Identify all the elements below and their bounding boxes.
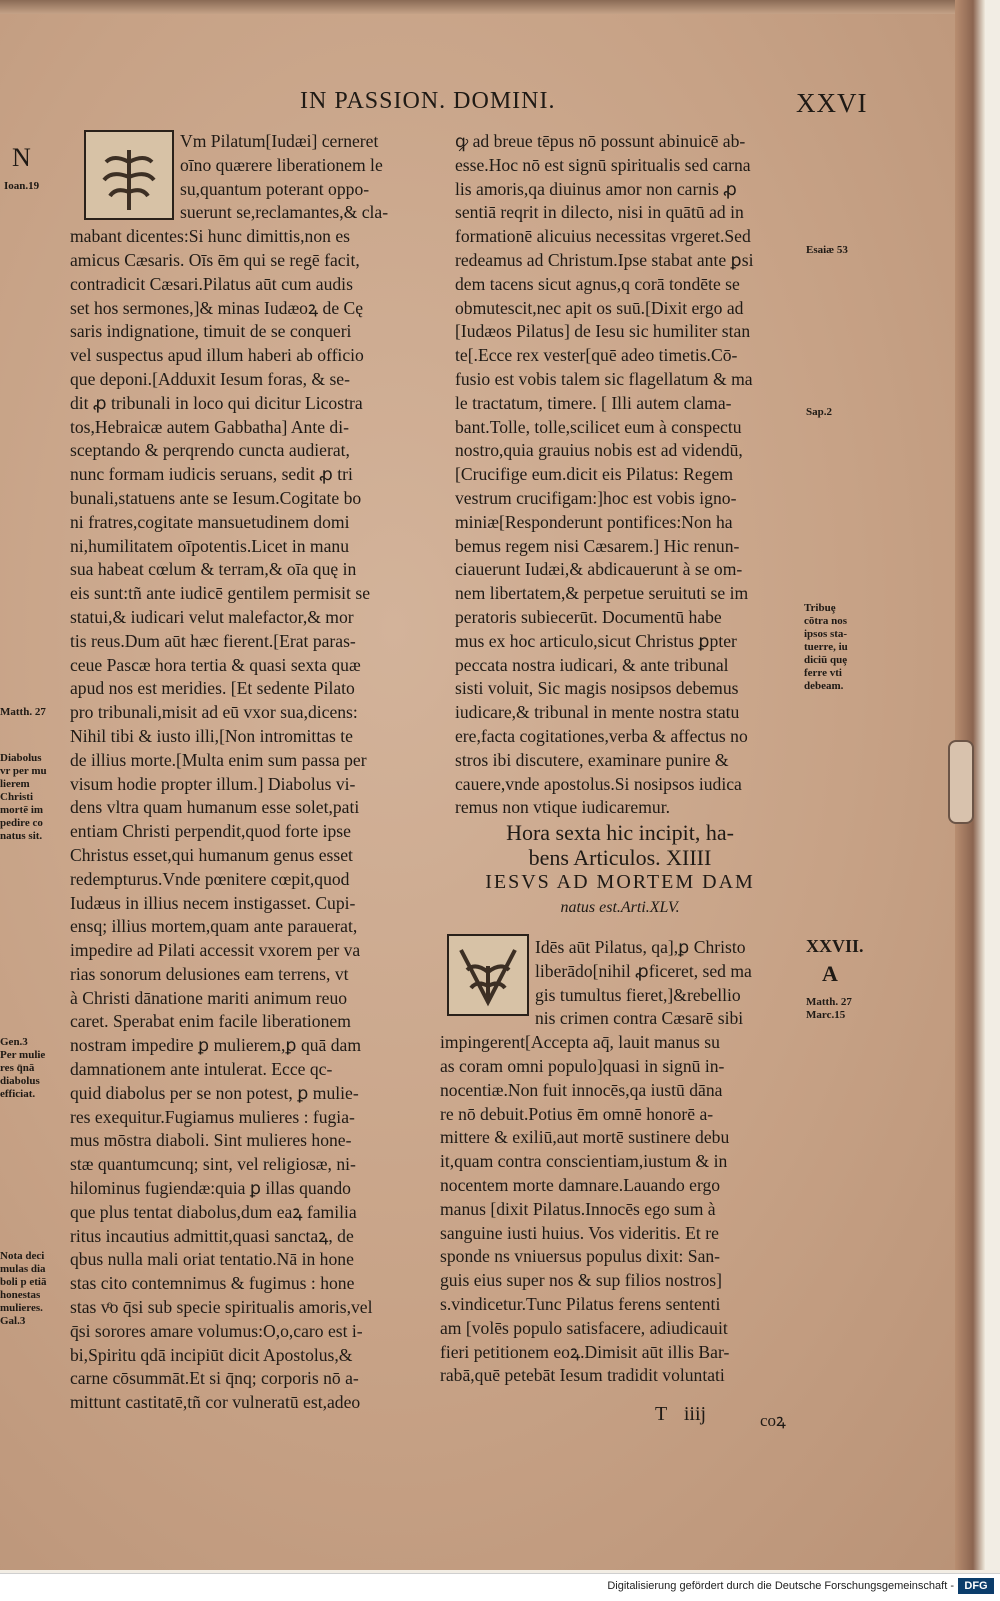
text-line: stas vͦo q̄si sub specie spiritualis amoris,vel bbox=[70, 1297, 373, 1318]
text-line: à Christi dānatione mariti animum reuo bbox=[70, 987, 348, 1008]
margin-note-line: Matth. 27 bbox=[806, 996, 852, 1008]
section-heading-line: natus est.Arti.XLV. bbox=[560, 899, 680, 916]
margin-note-nota bbox=[0, 1250, 46, 1328]
margin-initial-letter: N bbox=[12, 143, 31, 172]
text-line: Nihil tibi & iusto illi,[Non intromittas te bbox=[70, 725, 353, 746]
text-line: manus [dixit Pilatus.Innocēs ego sum à bbox=[440, 1198, 716, 1219]
text-line: ensq; illius mortem,quam ante parauerat, bbox=[70, 916, 358, 937]
margin-note-line: Gen.3 bbox=[0, 1036, 28, 1048]
signature-mark: T iiij bbox=[655, 1403, 707, 1425]
margin-note-line: efficiat. bbox=[0, 1088, 36, 1100]
section-heading-line: bens Articulos. XIIII bbox=[528, 845, 712, 870]
section-heading-line: IESVS AD MORTEM DAM bbox=[485, 871, 755, 893]
text-line: nem libertatem,& perpetue seruituti se im bbox=[455, 583, 749, 604]
text-line: nostram impedire ꝑ mulierem,ꝑ quā dam bbox=[70, 1035, 362, 1056]
text-line: am [volēs populo satisfacere, adiudicauit bbox=[440, 1317, 728, 1338]
margin-note-line: Nota deci bbox=[0, 1250, 45, 1262]
margin-note-line: cōtra nos bbox=[804, 615, 848, 627]
text-line: caret. Sperabat enim facile liberationem bbox=[70, 1011, 351, 1032]
text-line: re nō debuit.Potius ēm omnē honorē a- bbox=[440, 1103, 714, 1124]
margin-note-line: honestas bbox=[0, 1289, 41, 1301]
margin-letter-a: A bbox=[822, 961, 838, 986]
text-line: Christus esset,qui humanum genus esset bbox=[70, 844, 353, 865]
margin-note-diabolus bbox=[0, 752, 47, 843]
text-line: que plus tentat diabolus,dum eaꝝ familia bbox=[70, 1201, 357, 1222]
text-line: tos,Hebraicæ autem Gabbatha] Ante di- bbox=[70, 416, 349, 437]
section-heading bbox=[430, 820, 810, 920]
catchword: coꝝ bbox=[760, 1411, 786, 1430]
text-line: formationē alicuius necessitas vrgeret.Sed bbox=[455, 226, 751, 247]
text-line: Iudæus in illius necem instigasset. Cupi- bbox=[70, 892, 356, 913]
margin-note-line: Tribuȩ bbox=[804, 602, 836, 614]
text-line: dens vltra quam humanum esse solet,pati bbox=[70, 797, 360, 818]
text-line: quid diabolus per se non potest, ꝑ mulie- bbox=[70, 1082, 359, 1103]
text-line: Vm Pilatum[Iudæi] cerneret bbox=[180, 131, 379, 151]
text-line: lis amoris,qa diuinus amor non carnis ꝓ bbox=[455, 178, 737, 199]
text-line: sanguine iusti huius. Vos videritis. Et re bbox=[440, 1222, 719, 1243]
margin-note-line: Christi bbox=[0, 791, 33, 803]
text-line: de illius morte.[Multa enim sum passa per bbox=[70, 749, 367, 770]
text-line: contradicit Cæsari.Pilatus aūt cum audis bbox=[70, 273, 353, 294]
text-line: liberādo[nihil ꝓficeret, sed ma bbox=[535, 960, 752, 981]
text-line: te[.Ecce rex vester[quē adeo timetis.Cō- bbox=[455, 345, 738, 366]
margin-note-line: Gal.3 bbox=[0, 1315, 26, 1327]
margin-note-tribunal bbox=[804, 602, 848, 693]
right-text-column-bottom bbox=[440, 936, 752, 1388]
text-line: ciauerunt Iudæi,& abdicauerunt à se om- bbox=[455, 559, 743, 580]
text-line: mabant dicentes:Si hunc dimittis,non es bbox=[70, 226, 350, 247]
text-line: carne cōsummāt.Et si q̄nq; corporis nō a- bbox=[70, 1368, 359, 1389]
margin-note-line: boli p etiā bbox=[0, 1276, 47, 1288]
text-line: nunc formam iudicis seruans, sedit ꝓ tri bbox=[70, 464, 353, 485]
text-line: s.vindicetur.Tunc Pilatus ferens sententi bbox=[440, 1293, 721, 1314]
text-line: dem tacens sicut agnus,q corā tondēte se bbox=[455, 273, 740, 294]
text-line: as coram omni populo]quasi in signū in- bbox=[440, 1055, 725, 1076]
text-line: nis crimen contra Cæsarē sibi bbox=[535, 1008, 744, 1029]
text-line: guis eius super nos & sup filios nostros] bbox=[440, 1270, 722, 1291]
text-line: set hos sermones,]& minas Iudæoꝝ de Cę bbox=[70, 297, 364, 318]
margin-note-ioan19: Ioan.19 bbox=[4, 180, 40, 192]
text-line: [Iudæos Pilatus] de Iesu sic humiliter stan bbox=[455, 321, 751, 342]
text-line: amicus Cæsaris. Oīs ēm qui se regē facit, bbox=[70, 249, 360, 270]
text-line: miniæ[Responderunt pontifices:Non ha bbox=[455, 511, 733, 532]
margin-note-line: tuerre, iu bbox=[804, 641, 848, 653]
margin-note-gen3 bbox=[0, 1036, 45, 1101]
page-top-edge bbox=[0, 0, 985, 14]
text-line: oīno quærere liberationem le bbox=[180, 154, 383, 175]
text-line: bi,Spiritu qdā incipiūt dicit Apostolus,& bbox=[70, 1344, 353, 1365]
text-line: fusio est vobis talem sic flagellatum & ma bbox=[455, 368, 753, 389]
margin-note-sap2: Sap.2 bbox=[806, 406, 832, 418]
margin-note-line: res q̄nā bbox=[0, 1062, 35, 1074]
text-line: qbus nulla mali oriat tentatio.Nā in hone bbox=[70, 1249, 354, 1270]
text-line: peratoris subiecerūt. Documentū habe bbox=[455, 606, 722, 627]
text-line: nocentiæ.Non fuit innocēs,qa iustū dāna bbox=[440, 1079, 723, 1100]
page-clip bbox=[948, 740, 974, 824]
text-line: mus mōstra diaboli. Sint mulieres hone- bbox=[70, 1130, 352, 1151]
text-line: eis sunt:tñ ante iudicē gentilem permisit se bbox=[70, 583, 371, 604]
text-line: stros ibi discutere, examinare punire & bbox=[455, 749, 729, 770]
text-line: sentiā reqrit in dilecto, nisi in quātū ad in bbox=[455, 202, 744, 223]
text-line: redeamus ad Christum.Ipse stabat ante ꝑsi bbox=[455, 249, 754, 270]
text-line: sisti voluit, Sic magis nosipsos debemus bbox=[455, 678, 739, 699]
text-line: saris indignatione, timuit de se conqueri bbox=[70, 321, 352, 342]
text-line: remus non vtique iudicaremur. bbox=[455, 797, 670, 818]
text-line: nostro,quia grauius nobis est ad videndū, bbox=[455, 440, 743, 461]
text-line: res exequitur.Fugiamus mulieres : fugia- bbox=[70, 1106, 355, 1127]
footer-credit: Digitalisierung gefördert durch die Deutsche Forschungsgemeinschaft - bbox=[607, 1580, 954, 1592]
text-line: esse.Hoc nō est signū spiritualis sed carna bbox=[455, 154, 751, 175]
text-line: su,quantum poterant oppo- bbox=[180, 178, 370, 199]
text-line: visum hodie propter illum.] Diabolus vi- bbox=[70, 773, 356, 794]
margin-note-line: mulieres. bbox=[0, 1302, 43, 1314]
text-line: suerunt se,reclamantes,& cla- bbox=[180, 202, 389, 223]
text-line: rias sonorum delusiones eam terrens, vt bbox=[70, 963, 349, 984]
text-line: [Crucifige eum.dicit eis Pilatus: Regem bbox=[455, 464, 734, 485]
text-line: peccata nostra iudicari, & ante tribunal bbox=[455, 654, 729, 675]
text-line: impedire ad Pilati accessit vxorem per va bbox=[70, 940, 361, 961]
margin-note-line: mulas dia bbox=[0, 1263, 46, 1275]
text-line: ni,humilitatem oīpotentis.Licet in manu bbox=[70, 535, 350, 556]
text-line: dit ꝓ tribunali in loco qui dicitur Licostra bbox=[70, 392, 363, 413]
section-heading-line: Hora sexta hic incipit, ha- bbox=[506, 820, 734, 845]
text-line: sceptando & perqrendo cuncta audierat, bbox=[70, 440, 350, 461]
text-line: ritus incautius admittit,quasi sanctaꝝ, de bbox=[70, 1225, 354, 1246]
text-line: rabā,quē petebāt Iesum tradidit voluntati bbox=[440, 1365, 725, 1386]
margin-note-line: diciū quȩ bbox=[804, 654, 848, 666]
margin-note-line: mortē im bbox=[0, 804, 44, 816]
right-text-column-top bbox=[455, 130, 753, 820]
margin-note-line: Per mulie bbox=[0, 1049, 46, 1061]
text-line: ceue Pascæ hora tertia & quasi sexta quæ bbox=[70, 654, 361, 675]
margin-note-line: Diabolus bbox=[0, 752, 42, 764]
margin-note-matth27: Matth. 27 bbox=[0, 706, 46, 718]
text-line: it,quam contra conscientiam,iustum & in bbox=[440, 1151, 728, 1172]
left-text-column bbox=[70, 130, 388, 1415]
text-line: pro tribunali,misit ad eū vxor sua,dicens: bbox=[70, 702, 358, 723]
folio-number: XXVI bbox=[796, 88, 868, 118]
text-line: fieri petitionem eoꝝ.Dimisit aūt illis Bar- bbox=[440, 1341, 730, 1362]
margin-note-line: lierem bbox=[0, 778, 30, 790]
text-line: statui,& iudicari velut malefactor,& mor bbox=[70, 606, 354, 627]
text-line: bant.Tolle, tolle,scilicet eum à conspectu bbox=[455, 416, 742, 437]
text-line: ꝙ ad breue tēpus nō possunt abinuicē ab- bbox=[455, 131, 746, 151]
margin-note-line: natus sit. bbox=[0, 830, 43, 842]
text-line: q̄si sorores amare volumus:O,o,caro est i- bbox=[70, 1320, 363, 1341]
text-line: apud nos est meridies. [Et sedente Pilato bbox=[70, 678, 355, 699]
text-line: redempturus.Vnde pœnitere cœpit,quod bbox=[70, 868, 350, 889]
margin-note-line: ipsos sta- bbox=[804, 628, 848, 640]
text-line: iudicare,& tribunal in mente nostra statu bbox=[455, 702, 740, 723]
text-line: sua habeat cœlum & terram,& oīa quę in bbox=[70, 559, 357, 580]
text-line: vel suspectus apud illum haberi ab officio bbox=[70, 345, 364, 366]
text-line: gis tumultus fieret,]&rebellio bbox=[535, 984, 741, 1005]
text-line: ere,facta cogitationes,verba & affectus no bbox=[455, 725, 748, 746]
dfg-logo: DFG bbox=[958, 1578, 994, 1594]
text-line: que deponi.[Adduxit Iesum foras, & se- bbox=[70, 368, 350, 389]
margin-note-line: diabolus bbox=[0, 1075, 40, 1087]
text-line: entiam Christi perpendit,quod forte ipse bbox=[70, 821, 351, 842]
margin-note-line: vr per mu bbox=[0, 765, 47, 777]
running-title: IN PASSION. DOMINI. bbox=[300, 88, 556, 114]
text-line: mittere & exiliū,aut mortē sustinere debu bbox=[440, 1127, 730, 1148]
margin-note-esaiae53: Esaiæ 53 bbox=[806, 244, 848, 256]
text-line: le tractatum, timere. [ Illi autem clama- bbox=[455, 392, 732, 413]
footer-bar bbox=[0, 1573, 1000, 1601]
text-line: impingerent[Accepta aq̄, lauit manus su bbox=[440, 1032, 720, 1053]
text-line: vestrum crucifigam:]hoc est vobis igno- bbox=[455, 487, 737, 508]
text-line: Idēs aūt Pilatus, qa],ꝑ Christo bbox=[535, 937, 746, 957]
text-line: bemus regem nisi Cæsarem.] Hic renun- bbox=[455, 535, 740, 556]
text-line: sponde ns vniuersus populus dixit: San- bbox=[440, 1246, 721, 1267]
margin-note-matth-marc bbox=[806, 996, 852, 1022]
margin-note-line: debeam. bbox=[804, 680, 844, 692]
margin-folio-xxvii: XXVII. bbox=[806, 936, 864, 956]
text-line: cauere,vnde apostolus.Si nosipsos iudica bbox=[455, 773, 742, 794]
text-line: bunali,statuens ante se Iesum.Cogitate bo bbox=[70, 487, 362, 508]
text-line: obmutescit,nec apit os suū.[Dixit ergo ad bbox=[455, 297, 744, 318]
text-line: mus ex hoc articulo,sicut Christus ꝑpter bbox=[455, 630, 737, 651]
margin-note-line: Marc.15 bbox=[806, 1009, 846, 1021]
text-line: damnationem ante intulerat. Ecce qc- bbox=[70, 1059, 333, 1080]
margin-note-line: ferre vti bbox=[804, 667, 842, 679]
text-line: nocentem morte damnare.Lauando ergo bbox=[440, 1174, 721, 1195]
text-line: stæ quantumcunq; sint, vel religiosæ, ni- bbox=[70, 1154, 356, 1175]
margin-note-line: pedire co bbox=[0, 817, 43, 829]
text-line: mittunt castitatē,tñ cor vulneratū est,adeo bbox=[70, 1392, 361, 1413]
text-line: stas cito contemnimus & fugimus : hone bbox=[70, 1273, 355, 1294]
text-line: tis reus.Dum aūt hæc fierent.[Erat paras- bbox=[70, 630, 356, 651]
text-line: ni fratres,cogitate mansuetudinem domi bbox=[70, 511, 350, 532]
text-line: hilominus fugiendæ:quia ꝑ illas quando bbox=[70, 1178, 351, 1199]
